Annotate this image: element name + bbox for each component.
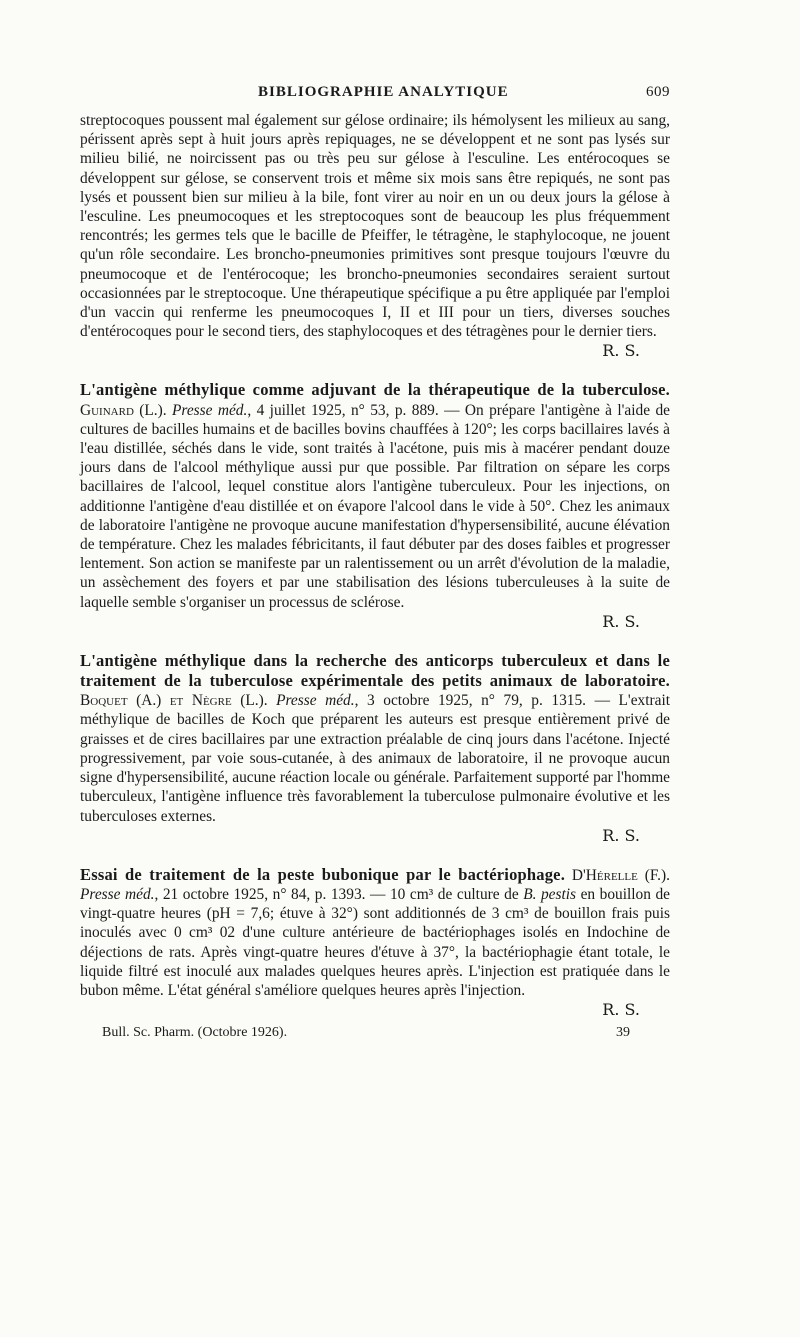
species-name: B. pestis (523, 885, 577, 903)
page-footer (80, 1025, 670, 1041)
article-title: Essai de traitement de la peste bubonique par le bactériophage. (80, 864, 566, 884)
article-body: en bouillon de vingt-quatre heures (pH = 7,6; étuve à 32°) sont additionnés de 3 cm³ de bouillon frais puis inoculés avec 0 cm³ 02 d'une culture antérieure de bactériophages isolés en Indochine de déjections de rats. Après vingt-quatre heures d'étuve à 37°, la bactériophagie étant totale, le liquide filtré est inoculé aux malades quelques heures après. L'injection est pratiquée dans le bubon même. L'état général s'améliore quelques heures après l'injection. (80, 885, 671, 999)
article-body: — L'extrait méthylique de bacilles de Koch que préparent les auteurs est presque entièrement privé de graisses et de cires bacillaires par une extraction préalable de cinq jours dans l'acétone. Injecté progressivement, par voie sous-cutanée, à des animaux de laboratoire, il ne provoque aucun signe d'hypersensibilité, aucune réaction locale ou générale. Parfaitement supporté par l'homme tuberculeux, l'antigène influence très favorablement la tuberculose pulmonaire évolutive et les tuberculoses externes. (80, 692, 671, 825)
article-body-intro: — 10 cm³ de culture de (365, 885, 524, 903)
article-reference: , 3 octobre 1925, n° 79, p. 1315. (354, 692, 587, 710)
article-signature: R. S. (602, 1000, 640, 1020)
article-title: L'antigène méthylique dans la recherche des anticorps tuberculeux et dans le traitement de la tuberculose expérimentale des petits animaux de laboratoire. (80, 650, 670, 691)
article-signature: R. S. (602, 825, 640, 845)
article-title: L'antigène méthylique comme adjuvant de la thérapeutique de la tuberculose. (80, 380, 670, 400)
article-journal: Presse méd. (276, 692, 355, 710)
article-reference: , 21 octobre 1925, n° 84, p. 1393. (154, 885, 366, 903)
page-number: 609 (646, 84, 670, 100)
article-authors: Boquet (A.) et Nègre (L.). (80, 692, 268, 710)
intro-paragraph: streptocoques poussent mal également sur gélose ordinaire; ils hémolysent les milieux au sang, périssent après sept à huit jours après repiquages, ne se développent et ne sont pas lysés sur milieu bilié, ne noircissent pas ou très peu sur gélose à l'esculine. Les entérocoques se développent sur gélose, se conservent trois et même six mois sans être repiqués, ne sont pas lysés et poussent bien sur milieu à la bile, font virer au noir en un ou deux jours la gélose à l'esculine. Les pneumocoques et les streptocoques sont de beaucoup les plus fréquemment rencontrés; les germes tels que le bacille de Pfeiffer, le tétragène, le staphylocoque, ne jouent qu'un rôle secondaire. Les broncho-pneumonies primitives sont presque toujours l'œuvre du pneumocoque et de l'entérocoque; les broncho-pneumonies secondaires seraient surtout occasionnées par le streptocoque. Une thérapeutique spécifique a pu être appliquée par l'emploi d'un vaccin qui renferme les pneumocoques I, II et III pour un tiers, diverses souches d'entérocoques pour le second tiers, des staphylocoques et des tétragènes pour le dernier tiers. (80, 112, 670, 341)
article-body: — On prépare l'antigène à l'aide de cultures de bacilles humains et de bacilles bovins chauffées à 120°; les corps bacillaires lavés à l'eau distillée, séchés dans le vide, sont traités à l'acétone, puis mis à macérer pendant douze jours dans de l'alcool méthylique aussi pur que possible. Par filtration on sépare les corps bacillaires de l'alcool, lequel constitue alors l'antigène tuberculeux. Pour les injections, on additionne l'antigène d'eau distillée et on évapore l'alcool dans le vide à 50°. Chez les animaux de laboratoire l'antigène ne provoque aucune manifestation d'hypersensibilité, aucune élévation de température. Chez les malades fébricitants, il faut débuter par des doses faibles et progresser lentement. Son action se manifeste par un ralentissement ou un arrêt d'évolution de la maladie, un assèchement des foyers et par une stabilisation des lésions tuberculeuses à la suite de laquelle semble s'organiser un processus de sclérose. (80, 401, 670, 611)
footer-signature-number: 39 (616, 1025, 630, 1041)
intro-signature: R. S. (602, 341, 640, 361)
article-signature: R. S. (602, 611, 640, 631)
article-2 (80, 651, 670, 845)
running-header (80, 84, 670, 101)
footer-journal: Bull. Sc. Pharm. (Octobre 1926). (102, 1025, 288, 1041)
article-journal: Presse méd. (172, 401, 248, 419)
running-title: BIBLIOGRAPHIE ANALYTIQUE (258, 84, 509, 100)
article-authors: Guinard (L.). (80, 401, 167, 419)
article-authors: D'Hérelle (F.). (571, 866, 670, 884)
article-1 (80, 380, 670, 630)
article-3 (80, 865, 670, 1019)
page (80, 84, 670, 1041)
article-reference: , 4 juillet 1925, n° 53, p. 889. (247, 401, 439, 419)
article-journal: Presse méd. (80, 885, 155, 903)
